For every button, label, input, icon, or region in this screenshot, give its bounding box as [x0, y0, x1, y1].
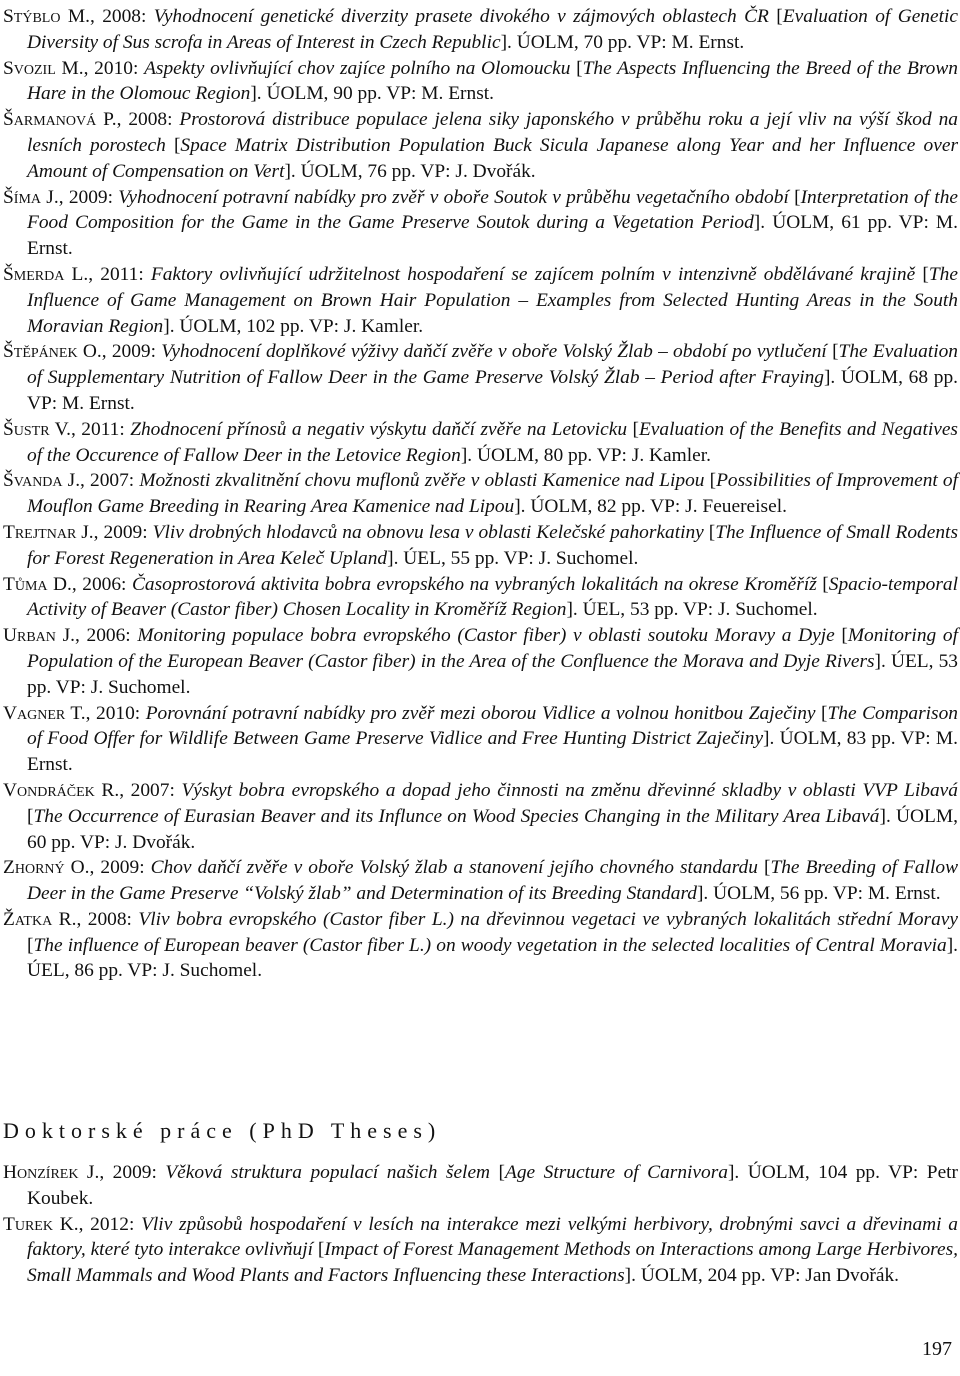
reference-institute: ÚOLM, 83 pp.	[779, 728, 896, 750]
reference-year: 2008	[128, 109, 168, 131]
reference-entry: Šustr V., 2011: Zhodnocení přínosů a negativ výskytu daňčí zvěře na Letovicku [Evaluation of the Benefits and Negatives of the Occurence of Fallow Deer in the Letovice Region]. ÚOLM, 80 pp. VP: J. Kamler.	[3, 418, 958, 466]
reference-list	[3, 4, 958, 984]
reference-supervisor: VP: M. Ernst.	[27, 212, 958, 260]
reference-supervisor: VP: M. Ernst.	[386, 83, 494, 105]
reference-author: Štěpánek O.	[3, 341, 102, 363]
reference-entry: Trejtnar J., 2009: Vliv drobných hlodavců na obnovu lesa v oblasti Kelečské pahorkatiny [The Influence of Small Rodents for Forest Regeneration in Area Keleč Upland]. ÚEL, 55 pp. VP: J. Suchomel.	[3, 521, 958, 569]
reference-institute: ÚOLM, 60 pp.	[27, 805, 958, 853]
reference-supervisor: VP: Petr Koubek.	[27, 1162, 959, 1209]
reference-author: Stýblo M.	[3, 6, 90, 27]
reference-title-en: Evaluation of the Benefits and Negatives of the Occurence of Fallow Deer in the Letovice Region	[27, 418, 958, 466]
reference-title-cz: Monitoring populace bobra evropského (Castor fiber) v oblasti soutoku Moravy a Dyje	[137, 625, 835, 647]
reference-year: 2010	[94, 57, 133, 79]
reference-entry: Urban J., 2006: Monitoring populace bobra evropského (Castor fiber) v oblasti soutoku Moravy a Dyje [Monitoring of Population of the European Beaver (Castor fiber) in the Area of the Confluence the Morava and Dyje Rivers]. ÚEL, 53 pp. VP: J. Suchomel.	[3, 625, 958, 698]
reference-year: 2006	[82, 573, 122, 595]
reference-author: Žatka R.	[3, 908, 77, 930]
reference-supervisor: VP: Jan Dvořák.	[770, 1265, 899, 1287]
reference-entry: Šmerda L., 2011: Faktory ovlivňující udržitelnost hospodaření se zajícem polním v intenzivně obdělávané krajině [The Influence of Game Management on Brown Hair Population – Examples from Selected Hunting Areas in the South Moravian Region]. ÚOLM, 102 pp. VP: J. Kamler.	[3, 263, 958, 337]
reference-year: 2011	[100, 263, 139, 285]
reference-title-en: The Aspects Influencing the Breed of the Brown Hare in the Olomouc Region	[27, 57, 958, 105]
reference-institute: ÚEL, 55 pp.	[403, 547, 500, 569]
reference-title-en: Interpretation of the Food Composition for the Game in the Game Preserve Soutok during a Vegetation Period	[27, 186, 958, 234]
reference-title-en: The Influence of Small Rodents for Forest Regeneration in Area Keleč Upland	[27, 521, 958, 569]
reference-year: 2007	[130, 779, 170, 801]
reference-author: Svozil M.	[3, 57, 84, 79]
reference-institute: ÚOLM, 104 pp.	[747, 1162, 880, 1183]
reference-author: Vondráček R.	[3, 779, 120, 801]
reference-title-cz: Faktory ovlivňující udržitelnost hospodaření se zajícem polním v intenzivně obdělávané krajině	[150, 263, 916, 285]
reference-entry: Stýblo M., 2008: Vyhodnocení genetické diverzity prasete divokého v zájmových oblastech ČR [Evaluation of Genetic Diversity of Sus scrofa in Areas of Interest in Czech Republic]. ÚOLM, 70 pp. VP: M. Ernst.	[3, 6, 958, 53]
reference-institute: ÚOLM, 90 pp.	[266, 83, 382, 105]
reference-year: 2009	[111, 341, 151, 363]
reference-supervisor: VP: M. Ernst.	[27, 392, 135, 414]
reference-supervisor: VP: M. Ernst.	[27, 728, 959, 776]
reference-title-en: The Evaluation of Supplementary Nutrition of Fallow Deer in the Game Preserve Volský Žlab – Period after Fraying	[27, 341, 958, 389]
reference-supervisor: VP: M. Ernst.	[636, 31, 745, 53]
reference-title-cz: Porovnání potravní nabídky pro zvěř mezi oborou Vidlice a volnou honitbou Zaječiny	[145, 702, 816, 724]
reference-entry: Honzírek J., 2009: Věková struktura populací našich šelem [Age Structure of Carnivora]. ÚOLM, 104 pp. VP: Petr Koubek.	[3, 1162, 959, 1209]
reference-title-en: Evaluation of Genetic Diversity of Sus scrofa in Areas of Interest in Czech Republic	[27, 6, 958, 53]
reference-title-en: Monitoring of Population of the European Beaver (Castor fiber) in the Area of the Confluence the Morava and Dyje Rivers	[27, 625, 958, 672]
reference-title-cz: Vyhodnocení genetické diverzity prasete divokého v zájmových oblastech ČR	[153, 6, 769, 27]
reference-institute: ÚOLM, 76 pp.	[300, 160, 416, 182]
reference-year: 2009	[112, 1162, 152, 1183]
reference-author: Vagner T.	[3, 702, 86, 724]
reference-year: 2007	[90, 470, 129, 492]
reference-supervisor: VP: J. Suchomel.	[682, 599, 818, 621]
reference-institute: ÚOLM, 68 pp.	[841, 367, 959, 389]
reference-author: Šarmanová P.	[3, 109, 117, 131]
reference-title-en: Age Structure of Carnivora	[505, 1162, 728, 1183]
reference-author: Trejtnar J.	[3, 521, 94, 543]
reference-year: 2006	[86, 625, 126, 647]
reference-title-cz: Prostorová distribuce populace jelena siky japonského v průběhu roku a její vliv na výší škod na lesních porostech	[27, 109, 958, 156]
reference-institute: ÚOLM, 204 pp.	[640, 1265, 766, 1287]
reference-entry: Zhorný O., 2009: Chov daňčí zvěře v oboře Volský žlab a stanovení jejího chovného standardu [The Breeding of Fallow Deer in the Game Preserve “Volský žlab” and Determination of its Breeding Standard]. ÚOLM, 56 pp. VP: M. Ernst.	[3, 857, 959, 905]
reference-author: Zhorný O.	[3, 857, 90, 879]
reference-institute: ÚEL, 86 pp.	[27, 960, 123, 982]
reference-supervisor: VP: J. Suchomel.	[55, 676, 191, 698]
reference-year: 2009	[68, 186, 108, 208]
reference-title-cz: Vyhodnocení potravní nabídky pro zvěř v oboře Soutok v průběhu vegetačního období	[118, 186, 789, 208]
reference-title-cz: Vliv bobra evropského (Castor fiber L.) na dřevinnou vegetaci ve vybraných lokalitách střední Moravy	[138, 908, 958, 930]
reference-supervisor: VP: J. Feuereisel.	[650, 496, 787, 518]
reference-entry: Vagner T., 2010: Porovnání potravní nabídky pro zvěř mezi oborou Vidlice a volnou honitbou Zaječiny [The Comparison of Food Offer for Wildlife Between Game Preserve Vidlice and Free Hunting District Zaječiny]. ÚOLM, 83 pp. VP: M. Ernst.	[3, 702, 959, 776]
reference-entry: Šarmanová P., 2008: Prostorová distribuce populace jelena siky japonského v průběhu roku a její vliv na výší škod na lesních porostech [Space Matrix Distribution Population Buck Sicula Japanese along Year and her Influence over Amount of Compensation on Vert]. ÚOLM, 76 pp. VP: J. Dvořák.	[3, 109, 958, 182]
page-number: 197	[922, 1338, 952, 1360]
reference-title-en: Spacio-temporal Activity of Beaver (Castor fiber) Chosen Locality in Kroměříž Region	[27, 573, 958, 621]
reference-entry: Švanda J., 2007: Možnosti zkvalitnění chovu muflonů zvěře v oblasti Kamenice nad Lipou [Possibilities of Improvement of Mouflon Game Breeding in Rearing Area Kamenice nad Lipou]. ÚOLM, 82 pp. VP: J. Feuereisel.	[3, 470, 958, 518]
reference-title-cz: Věková struktura populací našich šelem	[165, 1162, 491, 1183]
reference-institute: ÚOLM, 61 pp.	[772, 212, 892, 234]
reference-title-cz: Aspekty ovlivňující chov zajíce polního na Olomoucku	[144, 57, 571, 79]
reference-supervisor: VP: J. Dvořák.	[420, 160, 536, 182]
reference-author: Šíma J.	[3, 186, 59, 208]
reference-supervisor: VP: J. Kamler.	[596, 444, 711, 466]
reference-year: 2012	[90, 1213, 129, 1235]
reference-supervisor: VP: J. Kamler.	[308, 315, 424, 337]
reference-title-en: The Comparison of Food Offer for Wildlife Between Game Preserve Vidlice and Free Hunting District Zaječiny	[27, 702, 958, 750]
reference-title-cz: Zhodnocení přínosů a negativ výskytu daňčí zvěře na Letovicku	[130, 418, 628, 440]
reference-title-cz: Výskyt bobra evropského a dopad jeho činnosti na změnu dřevinné skladby v oblasti VVP Libavá	[181, 779, 958, 801]
reference-year: 2008	[87, 908, 127, 930]
reference-author: Tůma D.	[3, 573, 72, 595]
section-heading-phd: Doktorské práce (PhD Theses)	[3, 1118, 442, 1143]
reference-institute: ÚOLM, 102 pp.	[179, 315, 305, 337]
reference-entry: Vondráček R., 2007: Výskyt bobra evropského a dopad jeho činnosti na změnu dřevinné skladby v oblasti VVP Libavá [The Occurrence of Eurasian Beaver and its Influnce on Wood Species Changing in the Military Area Libavá]. ÚOLM, 60 pp. VP: J. Dvořák.	[3, 779, 958, 853]
reference-institute: ÚEL, 53 pp.	[27, 650, 958, 698]
phd-reference-list	[3, 1160, 958, 1289]
reference-title-cz: Vliv způsobů hospodaření v lesích na interakce mezi velkými herbivory, drobnými savci a dřevinami a faktory, které tyto interakce ovlivňují	[27, 1213, 958, 1261]
reference-institute: ÚEL, 53 pp.	[582, 599, 679, 621]
reference-title-en: The Occurrence of Eurasian Beaver and its Influnce on Wood Species Changing in the Military Area Libavá	[33, 805, 880, 827]
reference-title-cz: Časoprostorová aktivita bobra evropského na vybraných lokalitách na okrese Kroměříž	[131, 573, 817, 595]
reference-institute: ÚOLM, 80 pp.	[476, 444, 593, 466]
reference-institute: ÚOLM, 70 pp.	[516, 31, 632, 53]
reference-year: 2010	[96, 702, 135, 724]
reference-author: Urban J.	[3, 625, 75, 647]
reference-title-cz: Chov daňčí zvěře v oboře Volský žlab a stanovení jejího chovného standardu	[150, 857, 758, 879]
reference-author: Šmerda L.	[3, 263, 89, 285]
reference-title-cz: Možnosti zkvalitnění chovu muflonů zvěře v oblasti Kamenice nad Lipou	[139, 470, 705, 492]
reference-entry: Turek K., 2012: Vliv způsobů hospodaření v lesích na interakce mezi velkými herbivory, drobnými savci a dřevinami a faktory, které tyto interakce ovlivňují [Impact of Forest Management Methods on Interactions among Large Herbivores, Small Mammals and Wood Plants and Factors Influencing these Interactions]. ÚOLM, 204 pp. VP: Jan Dvořák.	[3, 1213, 958, 1287]
reference-author: Honzírek J.	[3, 1162, 100, 1183]
reference-entry: Tůma D., 2006: Časoprostorová aktivita bobra evropského na vybraných lokalitách na okrese Kroměříž [Spacio-temporal Activity of Beaver (Castor fiber) Chosen Locality in Kroměříž Region]. ÚEL, 53 pp. VP: J. Suchomel.	[3, 573, 958, 621]
reference-institute: ÚOLM, 56 pp.	[713, 883, 829, 905]
reference-year: 2009	[100, 857, 140, 879]
reference-year: 2009	[103, 521, 143, 543]
reference-entry: Žatka R., 2008: Vliv bobra evropského (Castor fiber L.) na dřevinnou vegetaci ve vybraných lokalitách střední Moravy [The influence of European beaver (Castor fiber L.) on woody vegetation in the selected localities of Central Moravia]. ÚEL, 86 pp. VP: J. Suchomel.	[3, 908, 958, 982]
reference-title-cz: Vliv drobných hlodavců na obnovu lesa v oblasti Kelečské pahorkatiny	[152, 521, 704, 543]
reference-year: 2011	[81, 418, 120, 440]
reference-entry: Štěpánek O., 2009: Vyhodnocení doplňkové výživy daňčí zvěře v oboře Volský Žlab – období po vytlučení [The Evaluation of Supplementary Nutrition of Fallow Deer in the Game Preserve Volský Žlab – Period after Fraying]. ÚOLM, 68 pp. VP: M. Ernst.	[3, 341, 959, 414]
reference-year: 2008	[102, 6, 141, 27]
reference-author: Švanda J.	[3, 470, 81, 492]
reference-title-en: The Breeding of Fallow Deer in the Game Preserve “Volský žlab” and Determination of its Breeding Standard	[27, 857, 959, 905]
reference-supervisor: VP: M. Ernst.	[832, 883, 941, 905]
reference-title-cz: Vyhodnocení doplňkové výživy daňčí zvěře v oboře Volský Žlab – období po vytlučení	[161, 341, 827, 363]
reference-supervisor: VP: J. Suchomel.	[127, 960, 263, 982]
reference-supervisor: VP: J. Dvořák.	[79, 831, 196, 853]
reference-title-en: Space Matrix Distribution Population Buck Sicula Japanese along Year and her Influence over Amount of Compensation on Vert	[27, 134, 958, 182]
reference-institute: ÚOLM, 82 pp.	[530, 496, 646, 518]
reference-author: Turek K.	[3, 1213, 79, 1235]
reference-entry: Šíma J., 2009: Vyhodnocení potravní nabídky pro zvěř v oboře Soutok v průběhu vegetačního období [Interpretation of the Food Composition for the Game in the Game Preserve Soutok during a Vegetation Period]. ÚOLM, 61 pp. VP: M. Ernst.	[3, 186, 958, 260]
reference-title-en: Impact of Forest Management Methods on Interactions among Large Herbivores, Small Mammals and Wood Plants and Factors Influencing these Interactions	[27, 1239, 958, 1287]
reference-entry: Svozil M., 2010: Aspekty ovlivňující chov zajíce polního na Olomoucku [The Aspects Influencing the Breed of the Brown Hare in the Olomouc Region]. ÚOLM, 90 pp. VP: M. Ernst.	[3, 57, 958, 105]
reference-author: Šustr V.	[3, 418, 72, 440]
reference-title-en: The influence of European beaver (Castor fiber L.) on woody vegetation in the selected localities of Central Moravia	[33, 934, 947, 956]
reference-title-en: The Influence of Game Management on Brown Hair Population – Examples from Selected Hunting Areas in the South Moravian Region	[27, 263, 958, 337]
reference-supervisor: VP: J. Suchomel.	[503, 547, 639, 569]
reference-title-en: Possibilities of Improvement of Mouflon Game Breeding in Rearing Area Kamenice nad Lipou	[27, 470, 958, 518]
